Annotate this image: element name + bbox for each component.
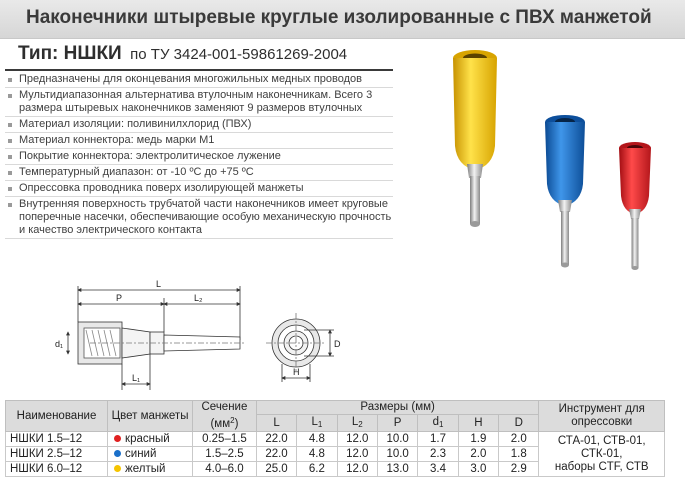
cell-size: 2.0 <box>499 432 539 447</box>
col-header-L2-sub: 2 <box>358 419 363 429</box>
page-title: Наконечники штыревые круглые изолированные с ПВХ манжетой <box>26 7 652 28</box>
type-line <box>18 43 347 65</box>
col-header-L2 <box>337 415 377 432</box>
feature-text: Температурный диапазон: от -10 ºС до +75 ºС <box>19 166 254 178</box>
bullet-icon <box>8 171 12 175</box>
cell-color <box>108 462 193 477</box>
product-photo <box>397 46 685 286</box>
feature-text: Предназначены для оконцевания многожильных медных проводов <box>19 73 362 85</box>
dim-label-H: H <box>293 367 300 377</box>
tool-line: СТК-01, <box>580 447 623 460</box>
col-header-L1-sub: 1 <box>317 419 323 429</box>
specs-table <box>5 400 665 477</box>
feature-item <box>5 181 393 197</box>
cell-size: 4.8 <box>297 432 337 447</box>
feature-item <box>5 117 393 133</box>
col-header-L-text: L <box>273 416 280 429</box>
col-header-sizes: Размеры (мм) <box>256 401 539 415</box>
table-row <box>6 432 665 447</box>
cell-color-label: синий <box>125 448 157 460</box>
bullet-icon <box>8 123 12 127</box>
bullet-icon <box>8 155 12 159</box>
color-dot-icon <box>114 450 121 457</box>
col-header-color <box>108 401 193 432</box>
cell-size: 22.0 <box>256 447 296 462</box>
red-terminal-icon <box>619 142 651 270</box>
header-bar <box>0 0 685 39</box>
feature-item <box>5 149 393 165</box>
feature-text: Материал коннектора: медь марки М1 <box>19 134 215 146</box>
bullet-icon <box>8 139 12 143</box>
dim-label-D: D <box>334 339 341 349</box>
dim-label-L2: L₂ <box>194 293 203 303</box>
col-header-section <box>193 401 257 432</box>
feature-text: Материал изоляции: поливинилхлорид (ПВХ) <box>19 118 252 130</box>
cell-size: 3.0 <box>458 462 498 477</box>
col-header-P <box>377 415 417 432</box>
dim-label-d1: d₁ <box>55 339 64 349</box>
color-dot-icon <box>114 465 121 472</box>
cell-size: 1.9 <box>458 432 498 447</box>
color-dot-icon <box>114 435 121 442</box>
tool-line: СТА-01, СТВ-01, <box>557 434 646 447</box>
blue-terminal-icon <box>545 115 585 268</box>
cell-size: 10.0 <box>377 432 417 447</box>
col-header-P-text: P <box>393 416 402 429</box>
feature-text: Мультидиапазонная альтернатива втулочным наконечникам. Всего 3 размера штыревых наконечников заменяют 9 размеров втулочных <box>19 89 373 114</box>
bullet-icon <box>8 187 12 191</box>
col-header-section-label: Сечение <box>201 401 248 413</box>
feature-text: Опрессовка проводника поверх изолирующей манжеты <box>19 182 304 194</box>
cell-size: 25.0 <box>256 462 296 477</box>
cell-size: 22.0 <box>256 432 296 447</box>
feature-item <box>5 165 393 181</box>
col-header-name: Наименование <box>6 401 108 432</box>
col-header-L2-text: L <box>351 415 359 428</box>
feature-text: Внутренняя поверхность трубчатой части наконечников имеет круговые поперечные насечки, обеспечивающие особую механическую прочность и качество электрического контакта <box>19 198 392 236</box>
technical-drawing <box>0 278 370 398</box>
bullet-icon <box>8 78 12 82</box>
type-prefix: Тип: НШКИ <box>18 43 122 64</box>
cell-size: 3.4 <box>418 462 458 477</box>
col-header-D-text: D <box>514 416 523 429</box>
dim-label-L1: L₁ <box>132 373 141 383</box>
col-header-H <box>458 415 498 432</box>
feature-item <box>5 88 393 117</box>
type-spec: по ТУ 3424-001-59861269-2004 <box>130 46 348 63</box>
cell-color <box>108 432 193 447</box>
col-header-L1-text: L <box>311 415 318 428</box>
cell-tools <box>539 432 665 477</box>
feature-item <box>5 197 393 239</box>
yellow-terminal-icon <box>453 50 497 227</box>
type-underline <box>5 69 393 71</box>
cell-name: НШКИ 1.5–12 <box>6 432 108 447</box>
col-header-section-unit-sup: 2 <box>230 416 235 425</box>
cell-name: НШКИ 2.5–12 <box>6 447 108 462</box>
col-header-tool: Инструмент для опрессовки <box>539 401 665 432</box>
col-header-D <box>499 415 539 432</box>
cell-size: 6.2 <box>297 462 337 477</box>
dim-label-L: L <box>156 279 162 289</box>
cell-color <box>108 447 193 462</box>
cell-size: 13.0 <box>377 462 417 477</box>
dim-label-P: P <box>116 293 123 303</box>
cell-size: 2.9 <box>499 462 539 477</box>
feature-item <box>5 133 393 149</box>
bullet-icon <box>8 203 12 207</box>
cell-section: 4.0–6.0 <box>193 462 257 477</box>
cell-size: 1.7 <box>418 432 458 447</box>
cell-size: 1.8 <box>499 447 539 462</box>
feature-item <box>5 72 393 88</box>
cell-size: 2.3 <box>418 447 458 462</box>
col-header-d1-sub: 1 <box>438 419 444 429</box>
cell-section: 0.25–1.5 <box>193 432 257 447</box>
col-header-d1 <box>418 415 458 432</box>
col-header-L1 <box>297 415 337 432</box>
cell-size: 12.0 <box>337 432 377 447</box>
feature-list <box>5 72 393 239</box>
cell-size: 12.0 <box>337 447 377 462</box>
col-header-section-unit-end: ) <box>234 418 239 430</box>
col-header-d1-text: d <box>432 415 439 428</box>
cell-size: 2.0 <box>458 447 498 462</box>
cell-name: НШКИ 6.0–12 <box>6 462 108 477</box>
cell-size: 4.8 <box>297 447 337 462</box>
bullet-icon <box>8 94 12 98</box>
col-header-H-text: H <box>474 416 483 429</box>
col-header-section-unit: (мм <box>210 418 231 430</box>
cell-color-label: желтый <box>125 463 166 475</box>
feature-text: Покрытие коннектора: электролитическое лужение <box>19 150 281 162</box>
cell-size: 10.0 <box>377 447 417 462</box>
cell-color-label: красный <box>125 433 170 445</box>
tool-line: наборы CTF, СТВ <box>554 460 649 473</box>
col-header-color-label: Цвет манжеты <box>111 409 189 422</box>
cell-size: 12.0 <box>337 462 377 477</box>
col-header-L <box>256 415 296 432</box>
cell-section: 1.5–2.5 <box>193 447 257 462</box>
